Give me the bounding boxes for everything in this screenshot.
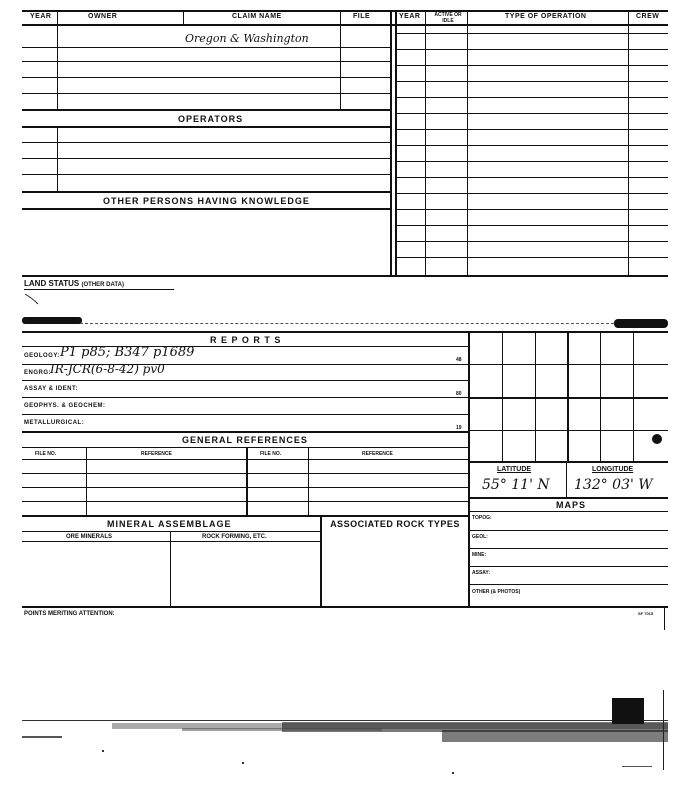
reports-top-border (22, 331, 668, 333)
grid-col (502, 331, 503, 461)
land-status-heading (24, 279, 124, 288)
general-ref-underline (22, 447, 468, 448)
torn-dashed-line (80, 323, 614, 324)
ore-minerals-header: ORE MINERALS (66, 534, 113, 540)
ruled-line (468, 530, 668, 531)
operators-underline (22, 126, 390, 128)
ruled-line (22, 515, 468, 517)
ruled-line (22, 414, 468, 415)
other-persons-heading: OTHER PERSONS HAVING KNOWLEDGE (103, 196, 310, 206)
header-type-of-operation: TYPE OF OPERATION (505, 13, 587, 20)
associated-rock-types-heading: ASSOCIATED ROCK TYPES (330, 519, 460, 529)
header-year: YEAR (30, 13, 52, 20)
geology-label: GEOLOGY: (24, 353, 60, 359)
right-ruled-line (395, 65, 668, 66)
report-num-80: 80 (456, 391, 462, 397)
grid-bottom (468, 461, 668, 463)
claim-entry-handwritten: Oregon & Washington (185, 32, 309, 45)
file-no-header-1: FILE NO. (35, 451, 57, 457)
geology-value-handwritten: P1 p85; B347 p1689 (60, 345, 195, 360)
right-ruled-line (395, 145, 668, 146)
geophys-label: GEOPHYS. & GEOCHEM: (24, 403, 106, 409)
latitude-label: LATITUDE (497, 466, 532, 473)
scan-noise-band (22, 690, 668, 790)
grid-col (633, 331, 634, 461)
right-ruled-line (395, 193, 668, 194)
ruled-line (22, 158, 390, 159)
gen-ref-col-divider-mid (246, 447, 248, 515)
points-meriting-label: POINTS MERITING ATTENTION: (24, 611, 115, 617)
ruled-line (468, 584, 668, 585)
mineral-col-divider (170, 531, 171, 607)
ruled-line (468, 548, 668, 549)
right-edge-line (664, 606, 665, 630)
form-number: SF 7015 (638, 611, 654, 616)
right-ruled-line (395, 129, 668, 130)
top-section-bottom-border (22, 275, 668, 277)
right-ruled-line (395, 97, 668, 98)
right-ruled-line (395, 81, 668, 82)
ruled-line (22, 61, 390, 62)
reports-heading: R E P O R T S (210, 335, 282, 345)
mineral-header-underline (22, 541, 320, 542)
mineral-underline (22, 531, 320, 532)
ruled-line (22, 473, 468, 474)
right-ruled-line (395, 161, 668, 162)
header-file: FILE (353, 13, 371, 20)
bottom-section-border (22, 606, 668, 608)
other-persons-underline (22, 208, 390, 210)
gen-ref-col-divider (86, 447, 87, 515)
engrg-label: ENGRG: (24, 370, 51, 376)
ruled-line (22, 77, 390, 78)
ruled-line (22, 109, 390, 111)
grid-col (535, 331, 536, 461)
ruled-line (22, 93, 390, 94)
maps-heading: MAPS (556, 500, 587, 510)
grid-col (567, 331, 569, 461)
ruled-line (468, 566, 668, 567)
maps-assay-label: ASSAY: (472, 570, 491, 576)
land-status-underline (24, 289, 174, 290)
metallurgical-label: METALLURGICAL: (24, 420, 85, 426)
right-ruled-line (395, 33, 668, 34)
longitude-label: LONGITUDE (592, 466, 634, 473)
maps-underline (468, 511, 668, 512)
ruled-line (22, 397, 468, 398)
header-underline (22, 24, 668, 26)
grid-row (468, 430, 668, 431)
col-divider-year (57, 10, 58, 110)
ruled-line (22, 459, 468, 460)
land-status-label: LAND STATUS (24, 279, 80, 288)
col-divider-main (390, 10, 392, 276)
ruled-line (22, 431, 468, 433)
assay-ident-label: ASSAY & IDENT: (24, 386, 79, 392)
right-ruled-line (395, 225, 668, 226)
ruled-line (22, 191, 390, 193)
right-ruled-line (395, 177, 668, 178)
top-border (22, 10, 668, 12)
right-ruled-line (395, 241, 668, 242)
col-divider-claim (340, 10, 341, 110)
gen-ref-col-divider (308, 447, 309, 515)
maps-geol-label: GEOL: (472, 534, 488, 540)
ruled-line (22, 174, 390, 175)
ruled-line (22, 501, 468, 502)
right-ruled-line (395, 209, 668, 210)
registration-dot (652, 434, 662, 444)
general-references-heading: GENERAL REFERENCES (182, 435, 308, 445)
latitude-value-handwritten: 55° 11' N (482, 477, 550, 493)
report-num-19: 19 (456, 425, 462, 431)
rock-forming-header: ROCK FORMING, ETC. (202, 534, 267, 540)
reference-header-2: REFERENCE (362, 451, 393, 457)
report-num-48: 48 (456, 357, 462, 363)
maps-other-label: OTHER (& PHOTOS) (472, 589, 521, 595)
lat-long-divider (566, 461, 567, 497)
engrg-value-handwritten: IR-JCR(6-8-42) pv0 (50, 362, 165, 376)
header-year-2: YEAR (399, 13, 421, 20)
grid-row (468, 364, 668, 365)
longitude-value-handwritten: 132° 03' W (574, 477, 653, 493)
mineral-assemblage-heading: MINERAL ASSEMBLAGE (107, 519, 232, 529)
header-claim-name: CLAIM NAME (232, 13, 282, 20)
file-no-header-2: FILE NO. (260, 451, 282, 457)
col-divider-owner (183, 10, 184, 24)
smudge-left (22, 317, 82, 324)
smudge-right (614, 319, 668, 328)
ruled-line (22, 380, 468, 381)
right-ruled-line (395, 257, 668, 258)
right-ruled-line (395, 113, 668, 114)
header-active-or-idle: ACTIVE OR IDLE (434, 12, 462, 24)
ruled-line (22, 47, 390, 48)
lat-long-bottom (468, 497, 668, 499)
header-crew: CREW (636, 13, 660, 20)
grid-col (600, 331, 601, 461)
pencil-mark (24, 292, 44, 306)
operators-heading: OPERATORS (178, 114, 244, 124)
maps-mine-label: MINE: (472, 552, 487, 558)
ruled-line (22, 142, 390, 143)
header-owner: OWNER (88, 13, 118, 20)
right-ruled-line (395, 49, 668, 50)
ruled-line (22, 487, 468, 488)
operators-col-divider (57, 126, 58, 192)
maps-topog-label: TOPOG: (472, 515, 492, 521)
grid-row (468, 397, 668, 399)
reference-header-1: REFERENCE (141, 451, 172, 457)
land-status-sub: (OTHER DATA) (81, 282, 124, 288)
